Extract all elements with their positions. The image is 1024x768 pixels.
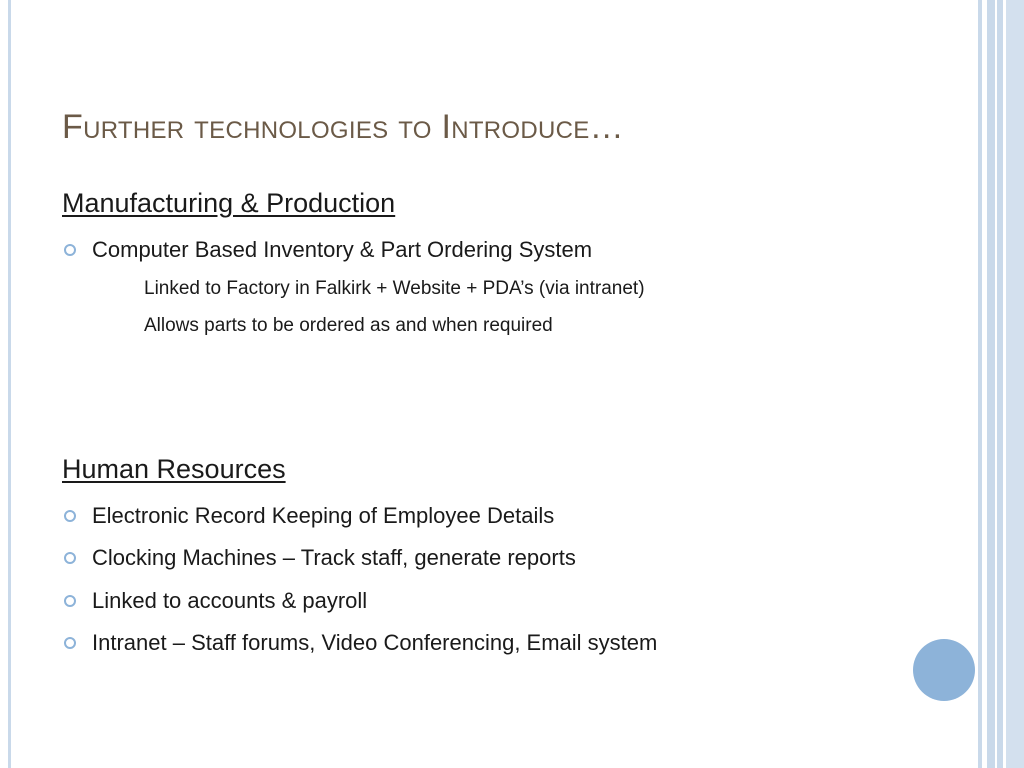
sub-bullet-text: Linked to Factory in Falkirk + Website + PDA’s (via intranet) — [144, 278, 645, 299]
decorative-circle — [913, 639, 975, 701]
section-heading-manufacturing: Manufacturing & Production — [62, 188, 396, 218]
bullet-item — [64, 630, 657, 656]
right-stripe — [987, 0, 995, 768]
slide-title: Further technologies to Introduce… — [62, 108, 624, 146]
sub-bullet-text: Allows parts to be ordered as and when required — [144, 315, 553, 336]
left-border-line — [8, 0, 11, 768]
bullet-circle-icon — [64, 244, 76, 256]
bullet-item — [64, 588, 367, 614]
section-heading-human-resources: Human Resources — [62, 454, 286, 484]
bullet-circle-icon — [64, 637, 76, 649]
bullet-circle-icon — [64, 595, 76, 607]
bullet-item — [64, 545, 576, 571]
right-stripe — [1006, 0, 1024, 768]
bullet-item — [64, 503, 554, 529]
bullet-circle-icon — [64, 552, 76, 564]
bullet-item — [64, 237, 592, 263]
bullet-circle-icon — [64, 510, 76, 522]
bullet-text: Computer Based Inventory & Part Ordering System — [92, 237, 593, 262]
bullet-text: Intranet – Staff forums, Video Conferencing, Email system — [92, 630, 658, 655]
bullet-text: Clocking Machines – Track staff, generate reports — [92, 545, 576, 570]
bullet-text: Linked to accounts & payroll — [92, 588, 368, 613]
bullet-text: Electronic Record Keeping of Employee Details — [92, 503, 555, 528]
